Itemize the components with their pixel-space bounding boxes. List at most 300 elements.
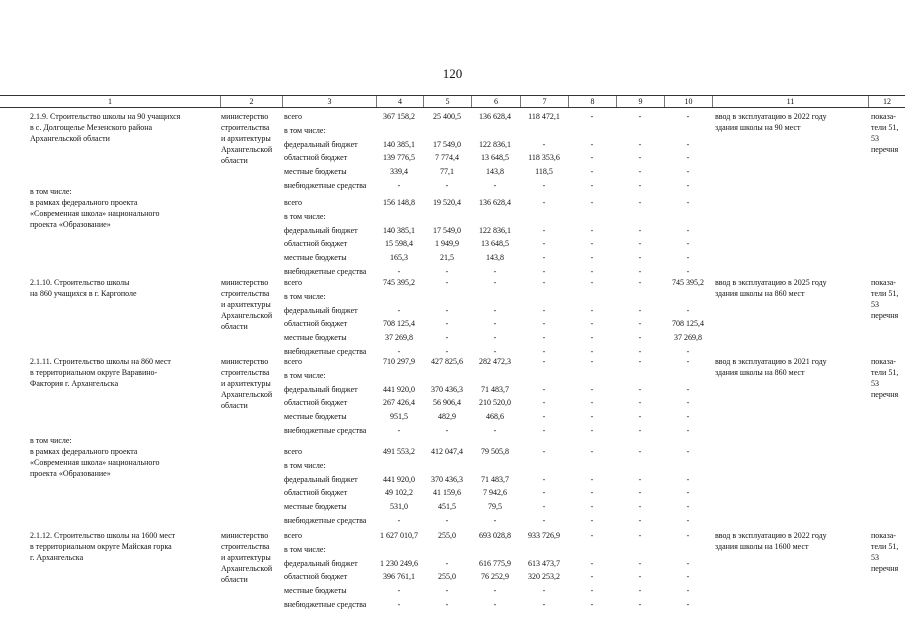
funding-value-cell: - [542,447,546,456]
table-header [0,95,905,108]
funding-value-cell: - [542,253,546,263]
funding-value-cell: - [590,447,594,456]
funding-value-cell: - [590,198,594,207]
funding-value-cell: - [686,253,690,263]
funding-value-cell: - [590,278,594,287]
funding-value-cell: - [638,153,642,163]
funding-value-cell: - [686,516,690,525]
funding-value-cell: - [590,426,594,435]
funding-value-cell: - [493,426,497,435]
funding-value-cell: - [590,572,594,582]
funding-value-cell: 708 125,4 [672,319,704,329]
responsible-agency-line: министерство [221,278,269,287]
funding-source-label: внебюджетные средства [284,267,367,276]
funding-value-cell: - [590,181,594,190]
measure-description-line: в территориальном округе Варавино- [30,368,158,377]
funding-value-cell: - [542,357,546,366]
funding-value-cell: - [590,398,594,408]
funding-value-cell: - [686,488,690,498]
funding-value-cell: 412 047,4 [431,447,463,456]
funding-value-cell: - [638,181,642,190]
measure-description-line: в том числе: [30,436,72,445]
funding-value-cell: 441 920,0 [383,474,415,484]
funding-value-cell: - [638,333,642,343]
indicator-reference-line: показа- [871,278,896,287]
funding-value-cell: - [542,181,546,190]
measure-description-line: Архангельской области [30,134,110,143]
funding-value-cell: - [638,267,642,276]
funding-value-cell: 745 395,2 [672,278,704,287]
funding-value-cell: - [686,502,690,512]
funding-value-cell: 143,8 [486,253,504,263]
funding-value-cell: 140 385,1 [383,225,415,235]
funding-value-cell: - [542,384,546,394]
funding-value-cell: - [397,586,401,596]
funding-source-label: федеральный бюджет [284,558,358,568]
expected-result-line: здания школы на 90 мест [715,123,801,132]
funding-value-cell: - [445,516,449,525]
funding-value-cell: 282 472,3 [479,357,511,366]
funding-value-cell: 49 102,2 [385,488,413,498]
funding-value-cell: 140 385,1 [383,139,415,149]
funding-value-cell: 139 776,5 [383,153,415,163]
measure-description-line: в с. Долгощелье Мезенского района [30,123,153,132]
funding-source-label: местные бюджеты [284,502,347,512]
funding-value-cell: - [493,333,497,343]
funding-value-cell: 122 836,1 [479,139,511,149]
funding-value-cell: - [445,333,449,343]
funding-value-cell: - [542,333,546,343]
funding-value-cell: 37 269,8 [674,333,702,343]
funding-value-cell: - [686,600,690,609]
funding-value-cell: 7 774,4 [435,153,459,163]
funding-value-cell: 210 520,0 [479,398,511,408]
funding-source-label: областной бюджет [284,572,348,582]
funding-value-cell: - [638,357,642,366]
funding-value-cell: - [590,253,594,263]
funding-value-cell: - [638,239,642,249]
funding-value-cell: - [445,267,449,276]
funding-value-cell: 396 761,1 [383,572,415,582]
funding-value-cell: - [686,426,690,435]
expected-result-line: ввод в эксплуатацию в 2021 году [715,357,827,366]
funding-value-cell: - [493,278,497,287]
funding-value-cell: - [686,225,690,235]
funding-value-cell: - [590,488,594,498]
funding-value-cell: 441 920,0 [383,384,415,394]
column-header-3: 3 [282,96,376,107]
funding-value-cell: 21,5 [440,253,454,263]
expected-result-line: здания школы на 860 мест [715,368,805,377]
funding-source-label: местные бюджеты [284,253,347,263]
funding-value-cell: 708 125,4 [383,319,415,329]
funding-source-label: всего [284,198,303,207]
funding-source-label: в том числе: [284,125,326,135]
funding-value-cell: - [493,600,497,609]
funding-source-label: местные бюджеты [284,412,347,422]
funding-value-cell: 255,0 [438,572,456,582]
measure-description-line: «Современная школа» национального [30,458,160,467]
indicator-reference-line: тели 51, [871,542,899,551]
measure-description-line: проекта «Образование» [30,220,111,229]
funding-source-label: внебюджетные средства [284,426,367,435]
funding-value-cell: 427 825,6 [431,357,463,366]
funding-source-label: в том числе: [284,370,326,380]
measure-description-line: г. Архангельска [30,553,84,562]
funding-value-cell: 41 159,6 [433,488,461,498]
funding-source-label: в том числе: [284,544,326,554]
funding-value-cell: - [638,447,642,456]
funding-value-cell: 71 483,7 [481,384,509,394]
funding-value-cell: - [638,253,642,263]
funding-value-cell: - [397,305,401,315]
funding-value-cell: - [590,474,594,484]
measure-description-line: 2.1.11. Строительство школы на 860 мест [30,357,171,366]
indicator-reference-line: перечня [871,390,899,399]
responsible-agency-line: Архангельской [221,390,273,399]
funding-value-cell: - [590,412,594,422]
funding-value-cell: - [638,398,642,408]
funding-value-cell: - [590,139,594,149]
funding-value-cell: - [638,347,642,356]
funding-value-cell: - [638,502,642,512]
funding-value-cell: - [445,347,449,356]
funding-source-label: в том числе: [284,211,326,221]
funding-source-label: местные бюджеты [284,333,347,343]
funding-source-label: областной бюджет [284,239,348,249]
funding-value-cell: 370 436,3 [431,474,463,484]
funding-value-cell: - [493,516,497,525]
funding-value-cell: 320 253,2 [528,572,560,582]
funding-value-cell: 710 297,9 [383,357,415,366]
funding-source-label: всего [284,531,303,540]
funding-value-cell: - [686,167,690,177]
funding-value-cell: - [638,426,642,435]
funding-value-cell: - [686,558,690,568]
indicator-reference-line: перечня [871,145,899,154]
funding-value-cell: - [542,488,546,498]
measure-description-line: в том числе: [30,187,72,196]
funding-value-cell: - [686,447,690,456]
funding-value-cell: - [686,347,690,356]
column-header-9: 9 [616,96,664,107]
funding-value-cell: - [397,426,401,435]
funding-value-cell: 118 353,6 [528,153,560,163]
funding-value-cell: 136 628,4 [479,198,511,207]
funding-value-cell: - [542,267,546,276]
funding-value-cell: - [686,198,690,207]
indicator-reference-line: 53 [871,134,879,143]
measure-description-line: в рамках федерального проекта [30,198,138,207]
funding-value-cell: - [542,139,546,149]
measure-description-line: проекта «Образование» [30,469,111,478]
funding-value-cell: - [397,181,401,190]
funding-source-label: всего [284,447,303,456]
funding-value-cell: - [590,347,594,356]
funding-source-label: федеральный бюджет [284,225,358,235]
funding-value-cell: - [445,181,449,190]
funding-value-cell: 122 836,1 [479,225,511,235]
funding-value-cell: 255,0 [438,531,456,540]
measure-description-line: 2.1.10. Строительство школы [30,278,130,287]
funding-value-cell: - [397,267,401,276]
funding-value-cell: - [590,112,594,121]
funding-value-cell: - [638,488,642,498]
funding-value-cell: - [686,572,690,582]
funding-value-cell: - [638,516,642,525]
funding-value-cell: - [686,239,690,249]
column-header-8: 8 [568,96,616,107]
funding-value-cell: - [686,139,690,149]
funding-value-cell: - [590,600,594,609]
funding-source-label: всего [284,278,303,287]
expected-result-line: ввод в эксплуатацию в 2022 году [715,531,827,540]
funding-value-cell: 76 252,9 [481,572,509,582]
responsible-agency-line: и архитектуры [221,134,271,143]
responsible-agency-line: области [221,322,248,331]
funding-value-cell: - [590,531,594,540]
funding-value-cell: - [638,112,642,121]
funding-value-cell: 56 906,4 [433,398,461,408]
funding-value-cell: - [542,319,546,329]
funding-value-cell: 491 553,2 [383,447,415,456]
funding-value-cell: - [638,586,642,596]
responsible-agency-line: строительства [221,123,270,132]
funding-value-cell: - [590,305,594,315]
funding-value-cell: 693 028,8 [479,531,511,540]
measure-description-line: в территориальном округе Майская горка [30,542,172,551]
funding-source-label: местные бюджеты [284,167,347,177]
funding-value-cell: - [590,319,594,329]
funding-value-cell: - [638,412,642,422]
funding-source-label: областной бюджет [284,398,348,408]
indicator-reference-line: перечня [871,564,899,573]
funding-value-cell: - [493,347,497,356]
funding-value-cell: - [493,305,497,315]
funding-source-label: внебюджетные средства [284,347,367,356]
indicator-reference-line: 53 [871,553,879,562]
responsible-agency-line: Архангельской [221,145,273,154]
funding-value-cell: - [686,531,690,540]
funding-source-label: всего [284,357,303,366]
funding-value-cell: - [542,502,546,512]
measure-description-line: 2.1.12. Строительство школы на 1600 мест [30,531,176,540]
funding-value-cell: - [590,239,594,249]
funding-value-cell: 143,8 [486,167,504,177]
funding-value-cell: - [445,305,449,315]
column-header-11: 11 [712,96,868,107]
funding-value-cell: - [542,600,546,609]
funding-source-label: областной бюджет [284,488,348,498]
funding-value-cell: 1 949,9 [435,239,459,249]
funding-value-cell: - [638,572,642,582]
indicator-reference-line: показа- [871,112,896,121]
funding-value-cell: - [686,112,690,121]
funding-value-cell: - [542,426,546,435]
column-header-6: 6 [471,96,520,107]
funding-value-cell: 71 483,7 [481,474,509,484]
funding-value-cell: - [542,586,546,596]
funding-value-cell: - [445,600,449,609]
funding-value-cell: 118 472,1 [528,112,560,121]
measure-description-line: Фактория г. Архангельска [30,379,119,388]
responsible-agency-line: строительства [221,289,270,298]
responsible-agency-line: и архитектуры [221,379,271,388]
funding-value-cell: 531,0 [390,502,408,512]
funding-value-cell: - [397,347,401,356]
column-header-10: 10 [664,96,712,107]
funding-value-cell: - [542,278,546,287]
funding-value-cell: - [542,347,546,356]
funding-source-label: внебюджетные средства [284,181,367,190]
funding-value-cell: - [638,167,642,177]
indicator-reference-line: тели 51, [871,289,899,298]
indicator-reference-line: тели 51, [871,123,899,132]
funding-value-cell: 118,5 [535,167,553,177]
funding-value-cell: 7 942,6 [483,488,507,498]
funding-source-label: областной бюджет [284,153,348,163]
funding-value-cell: - [590,267,594,276]
funding-value-cell: - [638,225,642,235]
funding-value-cell: - [445,278,449,287]
funding-value-cell: 17 549,0 [433,225,461,235]
funding-value-cell: - [542,516,546,525]
funding-source-label: внебюджетные средства [284,516,367,525]
indicator-reference-line: тели 51, [871,368,899,377]
funding-value-cell: - [493,267,497,276]
responsible-agency-line: Архангельской [221,564,273,573]
responsible-agency-line: области [221,575,248,584]
expected-result-line: здания школы на 1600 мест [715,542,809,551]
funding-source-label: местные бюджеты [284,586,347,596]
responsible-agency-line: и архитектуры [221,300,271,309]
indicator-reference-line: перечня [871,311,899,320]
column-header-5: 5 [423,96,471,107]
funding-value-cell: - [686,474,690,484]
funding-value-cell: - [445,586,449,596]
indicator-reference-line: показа- [871,531,896,540]
funding-value-cell: - [590,384,594,394]
funding-value-cell: - [590,333,594,343]
funding-value-cell: - [493,319,497,329]
indicator-reference-line: 53 [871,300,879,309]
funding-value-cell: - [638,198,642,207]
funding-value-cell: 136 628,4 [479,112,511,121]
measure-description-line: «Современная школа» национального [30,209,160,218]
funding-value-cell: - [542,474,546,484]
funding-value-cell: 79,5 [488,502,502,512]
funding-value-cell: 165,3 [390,253,408,263]
funding-source-label: федеральный бюджет [284,139,358,149]
responsible-agency-line: строительства [221,542,270,551]
funding-value-cell: 339,4 [390,167,408,177]
funding-value-cell: - [686,586,690,596]
funding-value-cell: - [445,558,449,568]
funding-value-cell: 17 549,0 [433,139,461,149]
funding-value-cell: - [590,153,594,163]
responsible-agency-line: министерство [221,357,269,366]
funding-value-cell: 367 158,2 [383,112,415,121]
funding-value-cell: - [686,384,690,394]
funding-value-cell: - [686,153,690,163]
funding-value-cell: - [590,167,594,177]
column-header-12: 12 [868,96,905,107]
indicator-reference-line: 53 [871,379,879,388]
funding-value-cell: - [590,516,594,525]
funding-value-cell: 1 230 249,6 [380,558,418,568]
funding-value-cell: - [542,198,546,207]
measure-description-line: в рамках федерального проекта [30,447,138,456]
funding-value-cell: - [686,267,690,276]
funding-value-cell: - [445,319,449,329]
column-header-1: 1 [108,97,112,106]
funding-value-cell: 37 269,8 [385,333,413,343]
funding-value-cell: 13 648,5 [481,239,509,249]
funding-value-cell: - [542,239,546,249]
responsible-agency-line: министерство [221,531,269,540]
measure-description-line: 2.1.9. Строительство школы на 90 учащихся [30,112,181,121]
page-number: 120 [442,66,463,81]
column-header-7: 7 [520,96,568,107]
funding-value-cell: - [638,384,642,394]
funding-value-cell: - [686,412,690,422]
funding-value-cell: - [638,531,642,540]
expected-result-line: здания школы на 860 мест [715,289,805,298]
funding-value-cell: 370 436,3 [431,384,463,394]
funding-value-cell: - [493,586,497,596]
funding-value-cell: - [638,558,642,568]
responsible-agency-line: министерство [221,112,269,121]
funding-value-cell: - [445,426,449,435]
funding-value-cell: - [542,305,546,315]
funding-value-cell: - [542,412,546,422]
funding-value-cell: 613 473,7 [528,558,560,568]
funding-value-cell: 25 400,5 [433,112,461,121]
responsible-agency-line: области [221,156,248,165]
funding-value-cell: 156 148,8 [383,198,415,207]
funding-value-cell: - [590,558,594,568]
column-header-2: 2 [220,96,282,107]
funding-value-cell: - [638,474,642,484]
funding-value-cell: - [590,357,594,366]
funding-value-cell: 267 426,4 [383,398,415,408]
funding-value-cell: - [686,357,690,366]
funding-value-cell: 79 505,8 [481,447,509,456]
funding-value-cell: - [638,305,642,315]
funding-value-cell: - [638,278,642,287]
responsible-agency-line: строительства [221,368,270,377]
funding-value-cell: 451,5 [438,502,456,512]
indicator-reference-line: показа- [871,357,896,366]
funding-value-cell: - [397,516,401,525]
funding-value-cell: - [686,305,690,315]
funding-value-cell: 13 648,5 [481,153,509,163]
funding-source-label: всего [284,112,303,121]
funding-source-label: внебюджетные средства [284,600,367,609]
funding-value-cell: 933 726,9 [528,531,560,540]
funding-value-cell: - [638,139,642,149]
funding-value-cell: 15 598,4 [385,239,413,249]
funding-source-label: федеральный бюджет [284,305,358,315]
funding-value-cell: - [542,225,546,235]
funding-value-cell: - [686,398,690,408]
expected-result-line: ввод в эксплуатацию в 2022 году [715,112,827,121]
funding-value-cell: 951,5 [390,412,408,422]
measure-description-line: на 860 учащихся в г. Каргополе [30,289,137,298]
funding-value-cell: - [638,319,642,329]
funding-value-cell: 616 775,9 [479,558,511,568]
funding-value-cell: 482,9 [438,412,456,422]
